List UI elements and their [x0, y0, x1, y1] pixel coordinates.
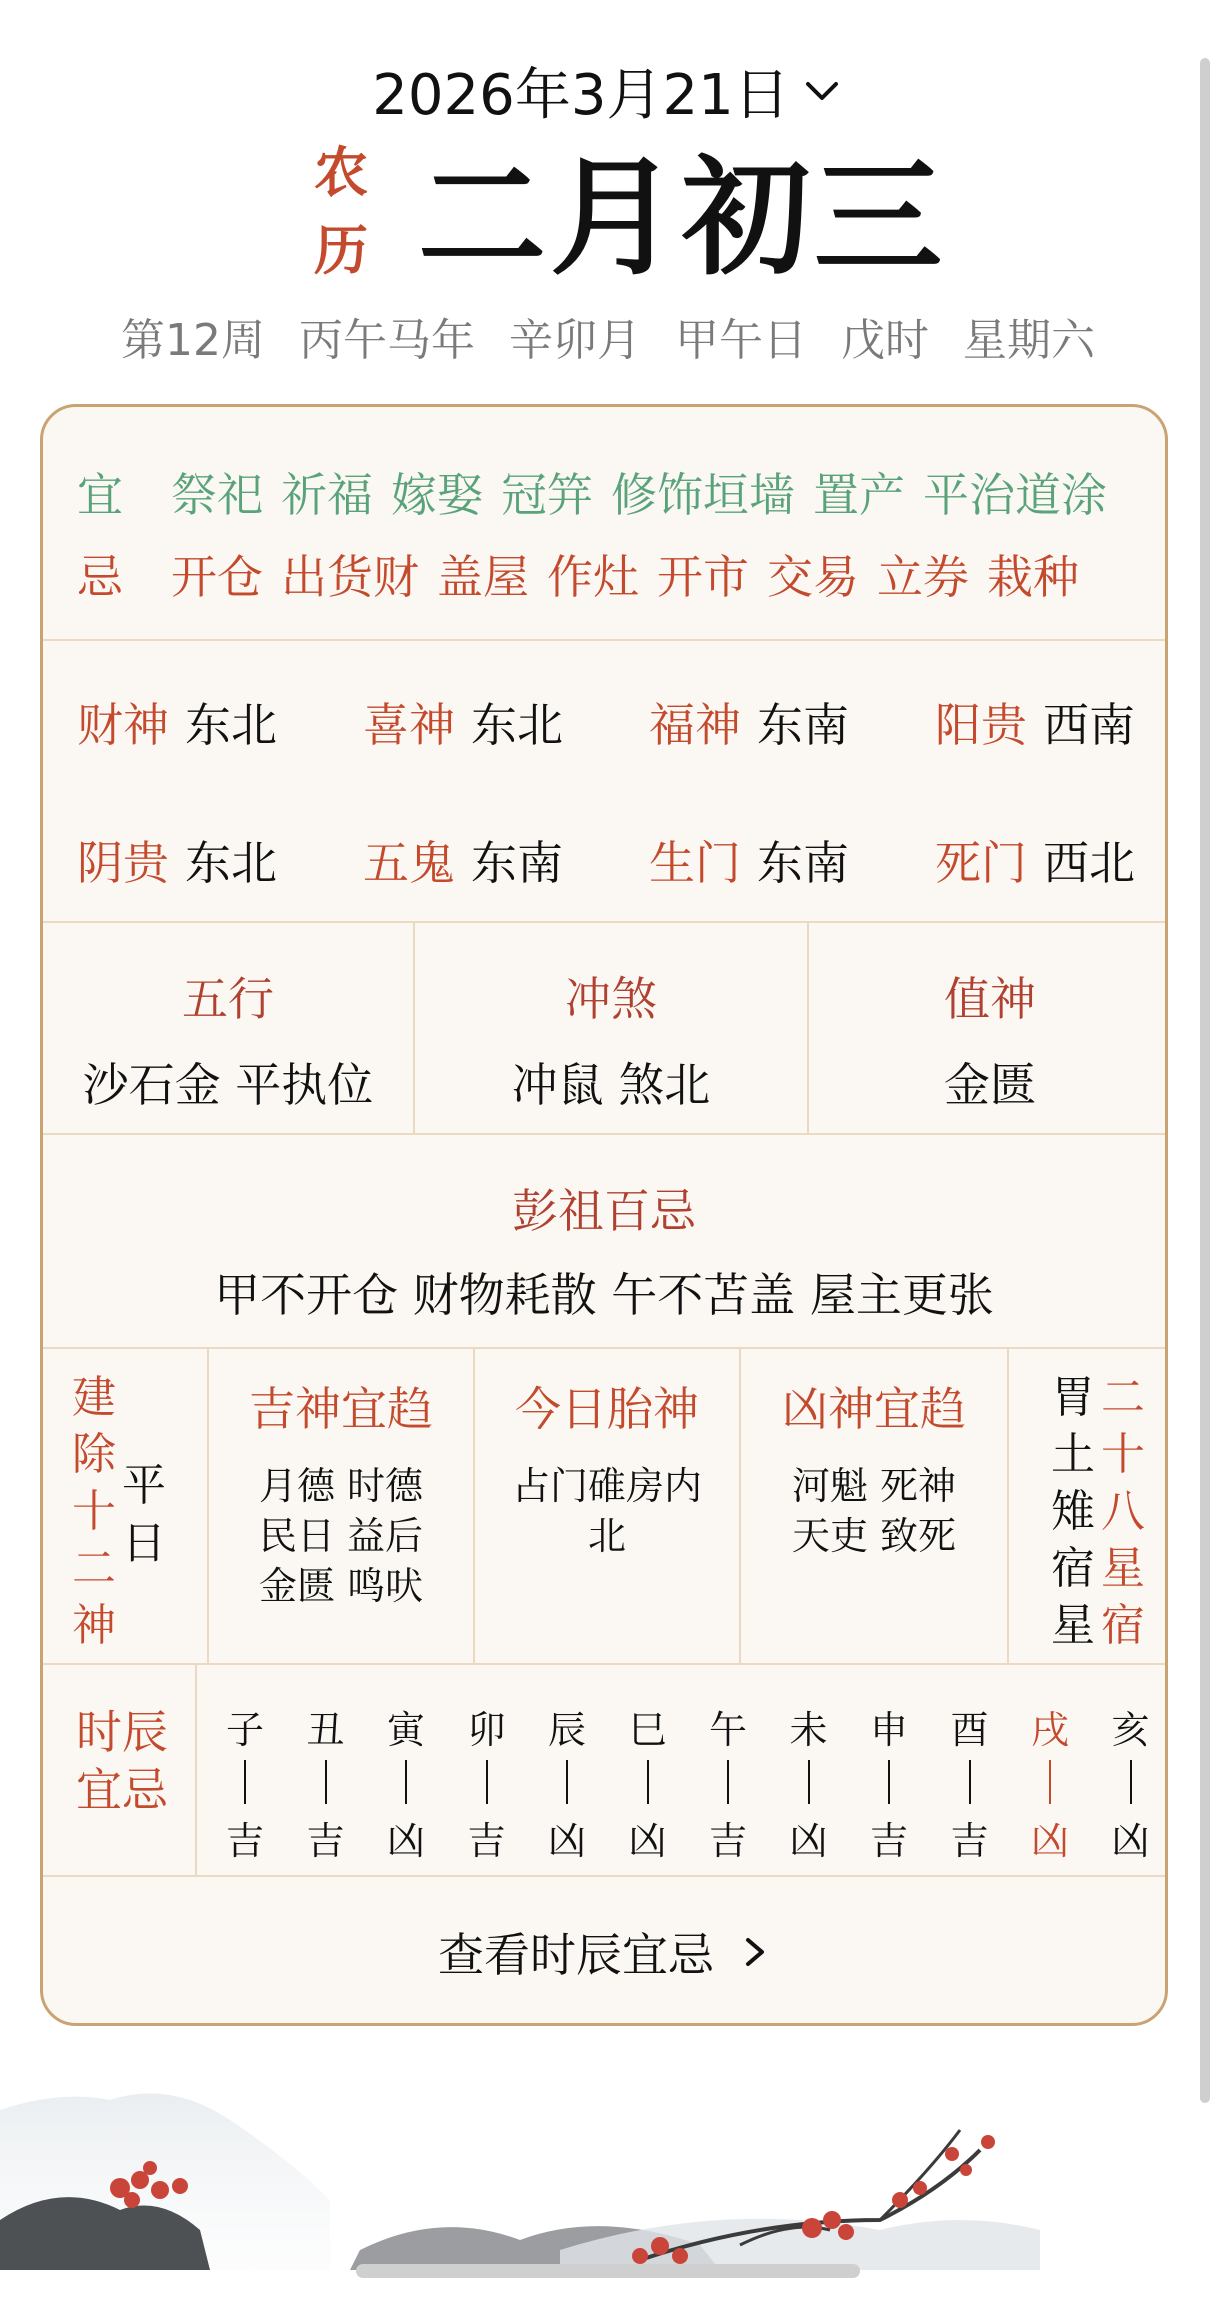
shichen-hour [457, 1699, 517, 1865]
shichen-hour [618, 1699, 678, 1865]
week-number: 第12周 [121, 315, 265, 366]
shichen-luck: 吉 [467, 1819, 506, 1863]
ji-item: 出货财 [281, 550, 419, 604]
divider [1007, 1349, 1009, 1665]
god-item [649, 689, 849, 755]
star-mansion-title-char: 十 [1101, 1429, 1145, 1480]
god-item [649, 827, 849, 893]
god-direction: 东北 [185, 836, 277, 890]
pengzu-title: 彭祖百忌 [512, 1184, 696, 1238]
day-ganzhi: 甲午日 [675, 315, 807, 366]
month-ganzhi: 辛卯月 [509, 315, 641, 366]
ji-item: 立券 [877, 550, 969, 604]
god-direction: 东北 [185, 698, 277, 752]
shichen-branch: 酉 [950, 1708, 989, 1752]
jianchu-title [69, 1369, 119, 1654]
ji-item: 开市 [657, 550, 749, 604]
shichen-luck: 吉 [950, 1819, 989, 1863]
taishen-line: 北 [587, 1514, 626, 1558]
shichen-hour [1020, 1699, 1080, 1865]
shichen-bar [1049, 1760, 1051, 1804]
god-name: 喜神 [363, 698, 455, 752]
yi-label: 宜 [77, 468, 123, 522]
xiongshen-title: 凶神宜趋 [782, 1382, 966, 1436]
yi-item: 平治道涂 [923, 468, 1107, 522]
shichen-branch: 辰 [547, 1708, 586, 1752]
yi-item: 祈福 [281, 468, 373, 522]
star-mansion-value [1049, 1369, 1097, 1654]
divider [195, 1665, 197, 1877]
zhishen-value: 金匮 [944, 1058, 1036, 1112]
star-mansion-title-char: 二 [1101, 1372, 1145, 1423]
god-direction: 东南 [757, 836, 849, 890]
shichen-hour [940, 1699, 1000, 1865]
shichen-bar [486, 1760, 488, 1804]
shichen-bar [888, 1760, 890, 1804]
shichen-hour [859, 1699, 919, 1865]
star-mansion-char: 土 [1051, 1429, 1095, 1480]
ji-item: 交易 [767, 550, 859, 604]
view-shichen-link[interactable] [43, 1877, 1165, 2026]
shichen-branch: 午 [708, 1708, 747, 1752]
god-direction: 东北 [471, 698, 563, 752]
wuxing-chongsha-zhishen [43, 923, 1165, 1135]
yi-ji-section [43, 407, 1165, 641]
yi-item: 祭祀 [171, 468, 263, 522]
shichen-luck: 凶 [386, 1819, 425, 1863]
jishen-title: 吉神宜趋 [249, 1382, 433, 1436]
shichen-bar [808, 1760, 810, 1804]
ji-item: 作灶 [547, 550, 639, 604]
zhishen-title: 值神 [944, 972, 1036, 1026]
jishen-line: 民日 益后 [258, 1514, 424, 1558]
zhishen-cell [809, 923, 1168, 1135]
shichen-hour [215, 1699, 275, 1865]
star-mansion-char: 星 [1051, 1600, 1095, 1651]
god-item [935, 689, 1135, 755]
shichen-branch: 丑 [306, 1708, 345, 1752]
shichen-bar [727, 1760, 729, 1804]
shichen-branch: 未 [789, 1708, 828, 1752]
shichen-luck: 凶 [1030, 1819, 1069, 1863]
shichen-section [43, 1665, 1165, 1877]
shichen-luck: 凶 [1111, 1819, 1150, 1863]
shichen-bar [969, 1760, 971, 1804]
shichen-branch: 巳 [628, 1708, 667, 1752]
yi-row [77, 459, 1107, 525]
chongsha-value: 冲鼠 煞北 [511, 1058, 711, 1112]
shichen-branch: 戌 [1030, 1708, 1069, 1752]
god-item [77, 689, 277, 755]
lunar-date: 二月初三 [418, 144, 947, 293]
lunar-tag-char: 农 [314, 141, 368, 204]
god-name: 生门 [649, 836, 741, 890]
pengzu-value: 甲不开仓 财物耗散 午不苫盖 屋主更张 [214, 1268, 994, 1322]
year-ganzhi: 丙午马年 [299, 315, 475, 366]
yi-item: 修饰垣墙 [611, 468, 795, 522]
shichen-title [57, 1703, 187, 1819]
shichen-bar [647, 1760, 649, 1804]
ink-landscape-decoration [0, 2070, 1216, 2270]
ji-item: 栽种 [987, 550, 1079, 604]
chongsha-cell [415, 923, 807, 1135]
god-name: 死门 [935, 836, 1027, 890]
shichen-luck: 吉 [869, 1819, 908, 1863]
shichen-hour [779, 1699, 839, 1865]
star-mansion-title-char: 八 [1101, 1486, 1145, 1537]
shen-section [43, 1349, 1165, 1665]
jianchu-value-char: 平 [122, 1460, 166, 1511]
shichen-luck: 凶 [789, 1819, 828, 1863]
god-direction: 西南 [1043, 698, 1135, 752]
wuxing-title: 五行 [182, 972, 274, 1026]
xiongshen-line: 河魁 死神 [791, 1464, 957, 1508]
weekday: 星期六 [963, 315, 1095, 366]
xiongshen-cell [741, 1349, 1007, 1665]
jianchu-char: 神 [72, 1600, 116, 1651]
god-direction: 东南 [471, 836, 563, 890]
shichen-branch: 子 [225, 1708, 264, 1752]
shichen-luck: 凶 [547, 1819, 586, 1863]
lunar-tag [306, 134, 376, 290]
ji-item: 开仓 [171, 550, 263, 604]
lunar-tag-char: 历 [314, 219, 368, 282]
god-name: 财神 [77, 698, 169, 752]
shichen-bar [244, 1760, 246, 1804]
star-mansion-title [1099, 1369, 1147, 1654]
shichen-hour [376, 1699, 436, 1865]
god-item [363, 827, 563, 893]
jishen-cell [209, 1349, 473, 1665]
home-indicator[interactable] [356, 2264, 860, 2278]
star-mansion-char: 雉 [1051, 1486, 1095, 1537]
shichen-luck: 吉 [306, 1819, 345, 1863]
shichen-bar [405, 1760, 407, 1804]
hour-ganzhi: 戊时 [841, 315, 929, 366]
shichen-bar [566, 1760, 568, 1804]
god-direction: 东南 [757, 698, 849, 752]
jianchu-char: 除 [72, 1429, 116, 1480]
taishen-title: 今日胎神 [515, 1382, 699, 1436]
shichen-bar [1130, 1760, 1132, 1804]
god-name: 阴贵 [77, 836, 169, 890]
shichen-hour [698, 1699, 758, 1865]
gods-direction-grid [43, 641, 1165, 923]
shichen-luck: 吉 [708, 1819, 747, 1863]
chongsha-title: 冲煞 [565, 972, 657, 1026]
jianchu-value-char: 日 [122, 1518, 166, 1569]
ji-label: 忌 [77, 550, 123, 604]
shichen-luck: 吉 [225, 1819, 264, 1863]
shichen-luck: 凶 [628, 1819, 667, 1863]
jishen-line: 月德 时德 [258, 1464, 424, 1508]
date-text: 2026年3月21日 [372, 63, 790, 128]
shichen-title-line: 时辰 [76, 1705, 168, 1759]
ji-item: 盖屋 [437, 550, 529, 604]
jianchu-char: 十 [72, 1486, 116, 1537]
shichen-branch: 亥 [1111, 1708, 1150, 1752]
star-mansion-char: 胃 [1051, 1372, 1095, 1423]
shichen-title-line: 宜忌 [76, 1763, 168, 1817]
shichen-hour [296, 1699, 356, 1865]
god-item [935, 827, 1135, 893]
god-item [363, 689, 563, 755]
jishen-line: 金匮 鸣吠 [258, 1564, 424, 1608]
almanac-card [40, 404, 1168, 2026]
god-name: 福神 [649, 698, 741, 752]
pengzu-section [43, 1135, 1165, 1349]
view-shichen-label: 查看时辰宜忌 [438, 1928, 714, 1982]
star-mansion-title-char: 宿 [1101, 1600, 1145, 1651]
shichen-branch: 申 [869, 1708, 908, 1752]
star-mansion-title-char: 星 [1101, 1543, 1145, 1594]
god-direction: 西北 [1043, 836, 1135, 890]
shichen-branch: 寅 [386, 1708, 425, 1752]
xiongshen-line: 天吏 致死 [791, 1514, 957, 1558]
shichen-hour [537, 1699, 597, 1865]
ji-row [77, 541, 1079, 607]
chevron-right-icon [738, 1932, 770, 1972]
wuxing-value: 沙石金 平执位 [82, 1058, 374, 1112]
yi-item: 冠笄 [501, 468, 593, 522]
yi-item: 置产 [813, 468, 905, 522]
lunar-date-block [0, 90, 1216, 293]
taishen-line: 占门碓房内 [511, 1464, 702, 1508]
jianchu-char: 二 [72, 1543, 116, 1594]
ganzhi-row [0, 304, 1216, 368]
god-name: 五鬼 [363, 836, 455, 890]
god-name: 阳贵 [935, 698, 1027, 752]
god-item [77, 827, 277, 893]
taishen-cell [475, 1349, 739, 1665]
yi-item: 嫁娶 [391, 468, 483, 522]
jianchu-value [119, 1457, 169, 1573]
wuxing-cell [43, 923, 413, 1135]
shichen-hour [1101, 1699, 1161, 1865]
jianchu-char: 建 [72, 1372, 116, 1423]
shichen-bar [325, 1760, 327, 1804]
star-mansion-char: 宿 [1051, 1543, 1095, 1594]
shichen-branch: 卯 [467, 1708, 506, 1752]
